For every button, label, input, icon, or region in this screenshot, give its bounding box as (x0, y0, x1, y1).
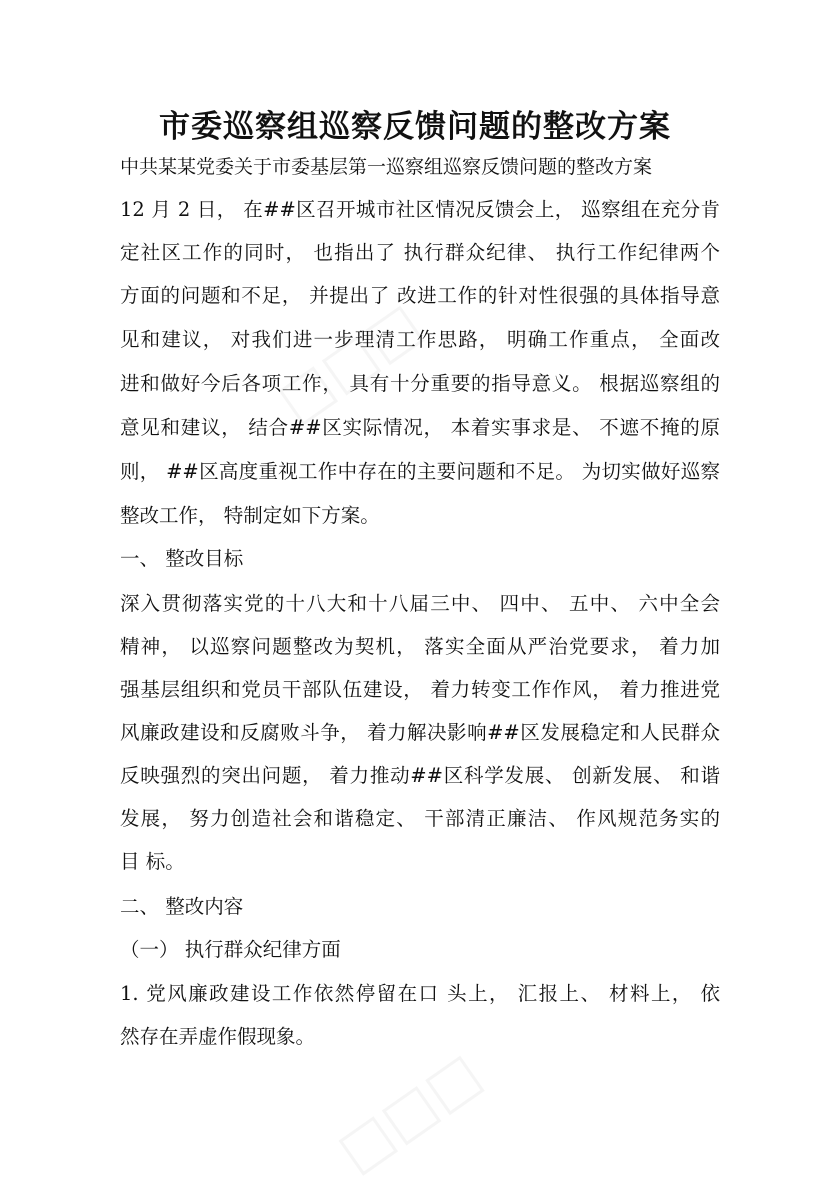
paragraph-line: 定社区工作的同时， 也指出了 执行群众纪律、 执行工作纪律两个 (120, 241, 720, 264)
paragraph-line: 1. 党风廉政建设工作依然停留在口 头上， 汇报上、 材料上， 依 (120, 982, 720, 1005)
paragraph-line: 见和建议， 对我们进一步理清工作思路， 明确工作重点， 全面改 (120, 328, 720, 351)
watermark (326, 1040, 493, 1184)
watermark (266, 290, 433, 434)
paragraph-line: 整改工作， 特制定如下方案。 (120, 504, 380, 527)
paragraph-line: 进和做好今后各项工作， 具有十分重要的指导意义。 根据巡察组的 (120, 372, 720, 395)
document-subtitle: 中共某某党委关于市委基层第一巡察组巡察反馈问题的整改方案 (120, 156, 653, 178)
paragraph-line: 反映强烈的突出问题， 着力推动##区科学发展、 创新发展、 和谐 (120, 764, 720, 787)
paragraph-line: 然存在弄虚作假现象。 (120, 1025, 316, 1048)
paragraph-line: 12 月 2 日， 在##区召开城市社区情况反馈会上， 巡察组在充分肯 (120, 198, 720, 221)
paragraph-line: 意见和建议， 结合##区实际情况， 本着实事求是、 不遮不掩的原 (120, 416, 720, 439)
paragraph-line: 精神， 以巡察问题整改为契机， 落实全面从严治党要求， 着力加 (120, 635, 720, 658)
section-heading: 二、 整改内容 (120, 895, 244, 918)
paragraph-line: 深入贯彻落实党的十八大和十八届三中、 四中、 五中、 六中全会 (120, 592, 720, 615)
paragraph-line: 发展， 努力创造社会和谐稳定、 干部清正廉洁、 作风规范务实的 (120, 807, 720, 830)
paragraph-line: 则， ##区高度重视工作中存在的主要问题和不足。 为切实做好巡察 (120, 460, 720, 483)
paragraph-line: 方面的问题和不足， 并提出了 改进工作的针对性很强的具体指导意 (120, 284, 720, 307)
subsection-heading: （一） 执行群众纪律方面 (120, 938, 341, 961)
section-heading: 一、 整改目标 (120, 547, 244, 570)
paragraph-line: 强基层组织和党员干部队伍建设， 着力转变工作作风， 着力推进党 (120, 678, 720, 701)
document-title: 市委巡察组巡察反馈问题的整改方案 (159, 109, 671, 145)
paragraph-line: 目 标。 (120, 850, 185, 873)
paragraph-line: 风廉政建设和反腐败斗争， 着力解决影响##区发展稳定和人民群众 (120, 721, 720, 744)
